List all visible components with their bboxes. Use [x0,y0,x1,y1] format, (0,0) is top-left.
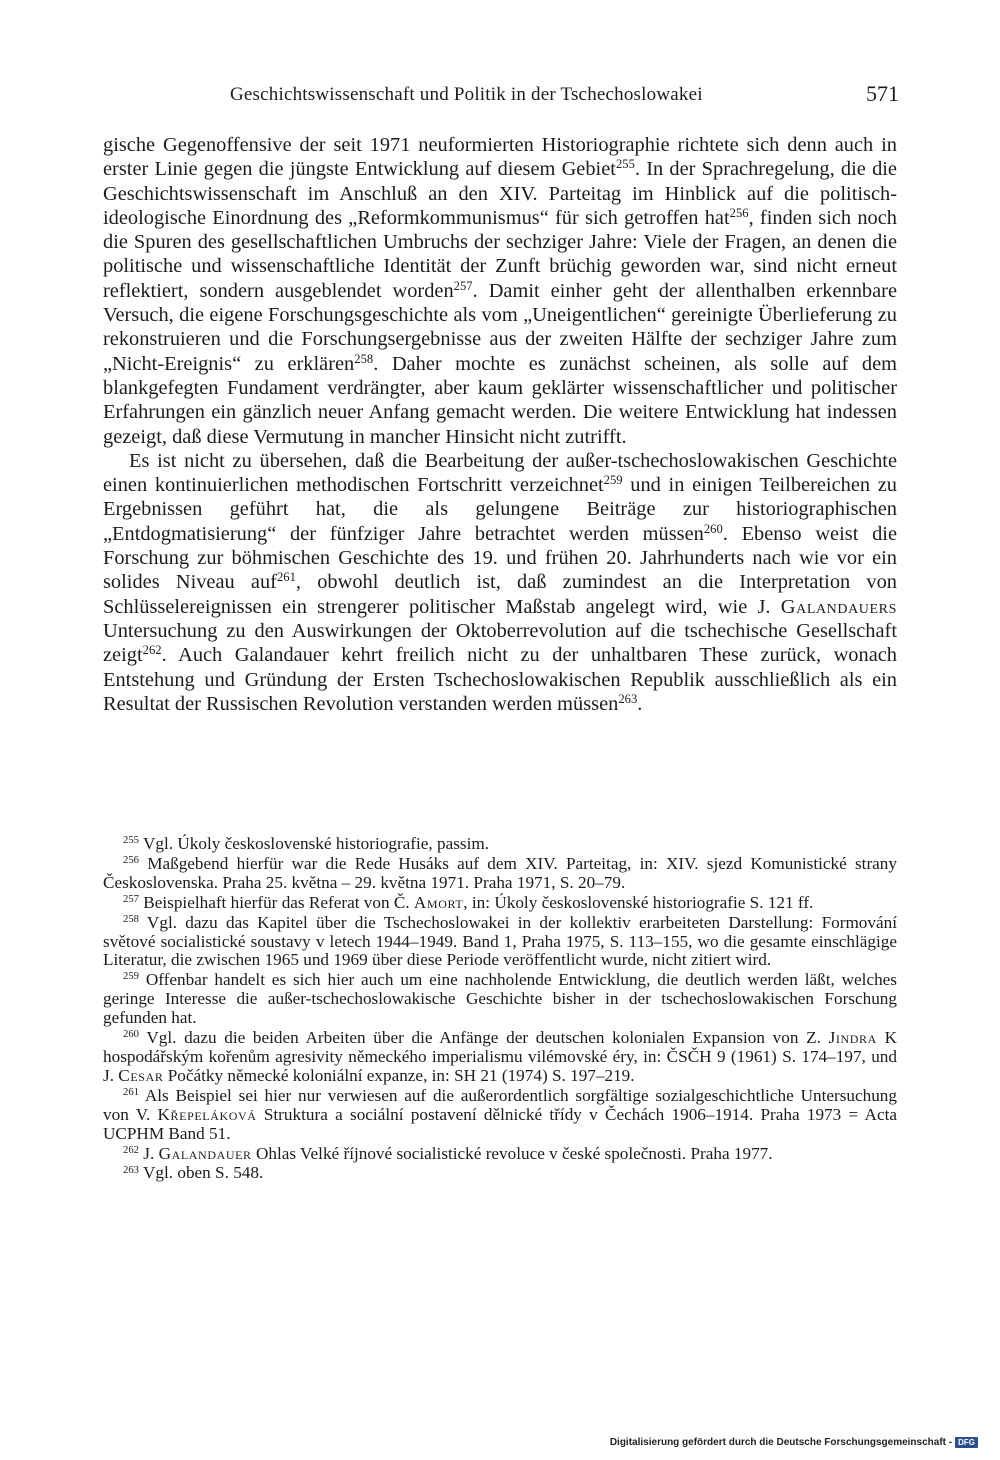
footnote-number: 260 [123,1029,139,1041]
footnote-number: 256 [123,855,139,867]
footnote-number: 258 [123,913,139,925]
footnote-261 [103,1087,897,1144]
paragraph-1 [103,133,897,449]
text-run: . Auch Galandauer kehrt freilich nicht zu der unhaltbaren These zurück, wonach Entstehung und Gründung der Ersten Tschechoslowakischen Republik ausschließlich als ein Resultat der Russischen Revolution verstanden werden müssen [103,644,897,715]
footnote-258 [103,914,897,971]
author-name: Křepeláková [157,1104,257,1124]
footnote-259 [103,971,897,1028]
author-name: Galandauer [158,1143,252,1163]
text-run: . In der Sprachregelung, die die Geschichtswissenschaft im Anschluß an den XIV. Parteitag im Hinblick auf die politisch-ideologische Einordnung des „Reformkommunismus“ für sich getroffen hat [103,158,897,229]
footnote-ref: 257 [453,278,473,293]
footnote-263 [103,1164,897,1183]
running-header: Geschichtswissenschaft und Politik in der Tschechoslowakei [230,84,703,105]
text-run: und in einigen Teilbereichen zu Ergebnissen geführt hat, die als gelungene Beiträge zur historiographischen „Entdogmatisierung“ der fünfziger Jahre betrachtet werden müssen [103,474,897,545]
footnote-number: 263 [123,1164,139,1176]
dfg-logo: DFG [955,1437,978,1448]
footnote-text: Vgl. oben S. 548. [138,1163,264,1183]
digitization-credit [610,1437,978,1448]
footnote-ref: 259 [603,473,623,488]
text-run: gische Gegenoffensive der seit 1971 neuformierten Historiographie richtete sich denn auch in erster Linie gegen die jüngste Entwicklung auf diesem Gebiet [103,134,897,181]
footnote-number: 257 [123,893,139,905]
text-run: Es ist nicht zu übersehen, daß die Bearbeitung der außer-tschechoslowakischen Geschichte einen kontinuierlichen methodischen Fortschritt verzeichnet [103,449,897,497]
main-text [103,133,897,716]
text-run: , obwohl deutlich ist, daß zumindest an die Interpretation von Schlüsselereignissen ein strengerer politischer Maßstab angelegt wird, wie J. [103,571,897,618]
footnote-ref: 260 [703,521,723,536]
footnotes [103,835,897,1184]
footnote-text: Maßgebend hierfür war die Rede Husáks auf dem XIV. Parteitag, in: XIV. sjezd Komunistické strany Československa. Praha 25. května – 29. května 1971. Praha 1971, S. 20–79. [103,853,897,892]
footnote-number: 261 [123,1086,139,1098]
footnote-number: 259 [123,971,139,983]
text-run: . Damit einher geht der allenthalben erkennbare Versuch, die eigene Forschungsgeschichte als vom „Uneigentlichen“ gereinigte Überlieferung zu rekonstruieren und die Forschungsergebnisse aus der zweiten Hälfte der sechziger Jahre zum „Nicht-Ereignis“ zu erklären [103,279,897,375]
text-run: . Ebenso weist die Forschung zur böhmischen Geschichte des 19. und frühen 20. Jahrhunderts nach wie vor ein solides Niveau auf [103,522,897,594]
page-number: 571 [866,81,899,106]
footnote-ref: 262 [142,643,162,658]
credit-text: Digitalisierung gefördert durch die Deutsche Forschungsgemeinschaft - [609,1437,953,1448]
author-name: Amort [413,892,464,912]
footnote-257 [103,894,897,913]
footnote-text: Beispielhaft hierfür das Referat von Č. [138,892,414,912]
footnote-text: Vgl. Úkoly československé historiografie, passim. [138,834,490,853]
footnote-ref: 256 [729,205,749,220]
footnote-text: Vgl. dazu das Kapitel über die Tschechoslowakei in der kollektiv erarbeiteten Darstellung: Formování světové socialistické soustavy v letech 1944–1949. Band 1, Praha 1975, S. 113–155, wo die gesamte einschlägige Literatur, die zwischen 1965 und 1969 über diese Periode veröffentlicht wurde, nicht zitiert wird. [103,912,897,970]
footnote-ref: 258 [354,351,374,366]
footnote-260 [103,1029,897,1086]
footnote-ref: 255 [615,157,635,172]
footnote-text: Struktura a sociální postavení dělnické třídy v Čechách 1906–1914. Praha 1973 = Acta UCPHM Band 51. [103,1104,898,1143]
footnote-text: Vgl. dazu die beiden Arbeiten über die Anfänge der deutschen kolonialen Expansion von Z. [138,1028,829,1048]
text-run: Untersuchung zu den Auswirkungen der Oktoberrevolution auf die tschechische Gesellschaft zeigt [103,619,897,667]
footnote-text: , in: Úkoly československé historiografie S. 121 ff. [463,892,814,912]
footnote-text: J. [138,1143,159,1163]
footnote-number: 255 [123,835,139,847]
footnote-number: 262 [123,1144,139,1156]
text-run: . Daher mochte es zunächst scheinen, als solle auf dem blankgefegten Fundament verdrängter, aber kaum geklärter wissenschaftlicher und politischer Erfahrungen ein gänzlich neuer Anfang gemacht werden. Die weitere Entwicklung hat indessen gezeigt, daß diese Vermutung in mancher Hinsicht nicht zutrifft. [103,352,897,448]
footnote-ref: 261 [276,570,296,585]
paragraph-2 [103,449,897,716]
footnote-256 [103,855,897,893]
text-run: , finden sich noch die Spuren des gesellschaftlichen Umbruchs der sechziger Jahre: Viele der Fragen, an denen die politische und wissenschaftliche Identität der Zunft brüchig geworden war, sind nicht erneut reflektiert, sondern ausgeblendet worden [103,206,897,302]
author-name: Jindra [828,1028,877,1048]
footnote-text: K hospodářským kořenům agresivity německého imperialismu vilémovské éry, in: ČSČH 9 (1961) S. 174–197, und J. [103,1028,898,1085]
footnote-text: Počátky německé koloniální expanze, in: SH 21 (1974) S. 197–219. [163,1065,635,1085]
author-name: Cesar [118,1065,164,1085]
author-name: Galandauers [780,595,897,618]
footnote-text: Offenbar handelt es sich hier auch um eine nachholende Entwicklung, die deutlich werden läßt, welches geringe Interesse die außer-tschechoslowakische Geschichte bisher in der tschechoslowakischen Forschung gefunden hat. [103,970,897,1028]
footnote-255 [103,835,897,854]
footnote-262 [103,1145,897,1164]
text-run: . [637,692,643,715]
footnote-text: Als Beispiel sei hier nur verwiesen auf die außerordentlich sorgfältige sozialgeschichtliche Untersuchung von V. [103,1085,897,1124]
footnote-text: Ohlas Velké říjnové socialistické revoluce v české společnosti. Praha 1977. [251,1143,773,1163]
footnote-ref: 263 [618,691,638,706]
